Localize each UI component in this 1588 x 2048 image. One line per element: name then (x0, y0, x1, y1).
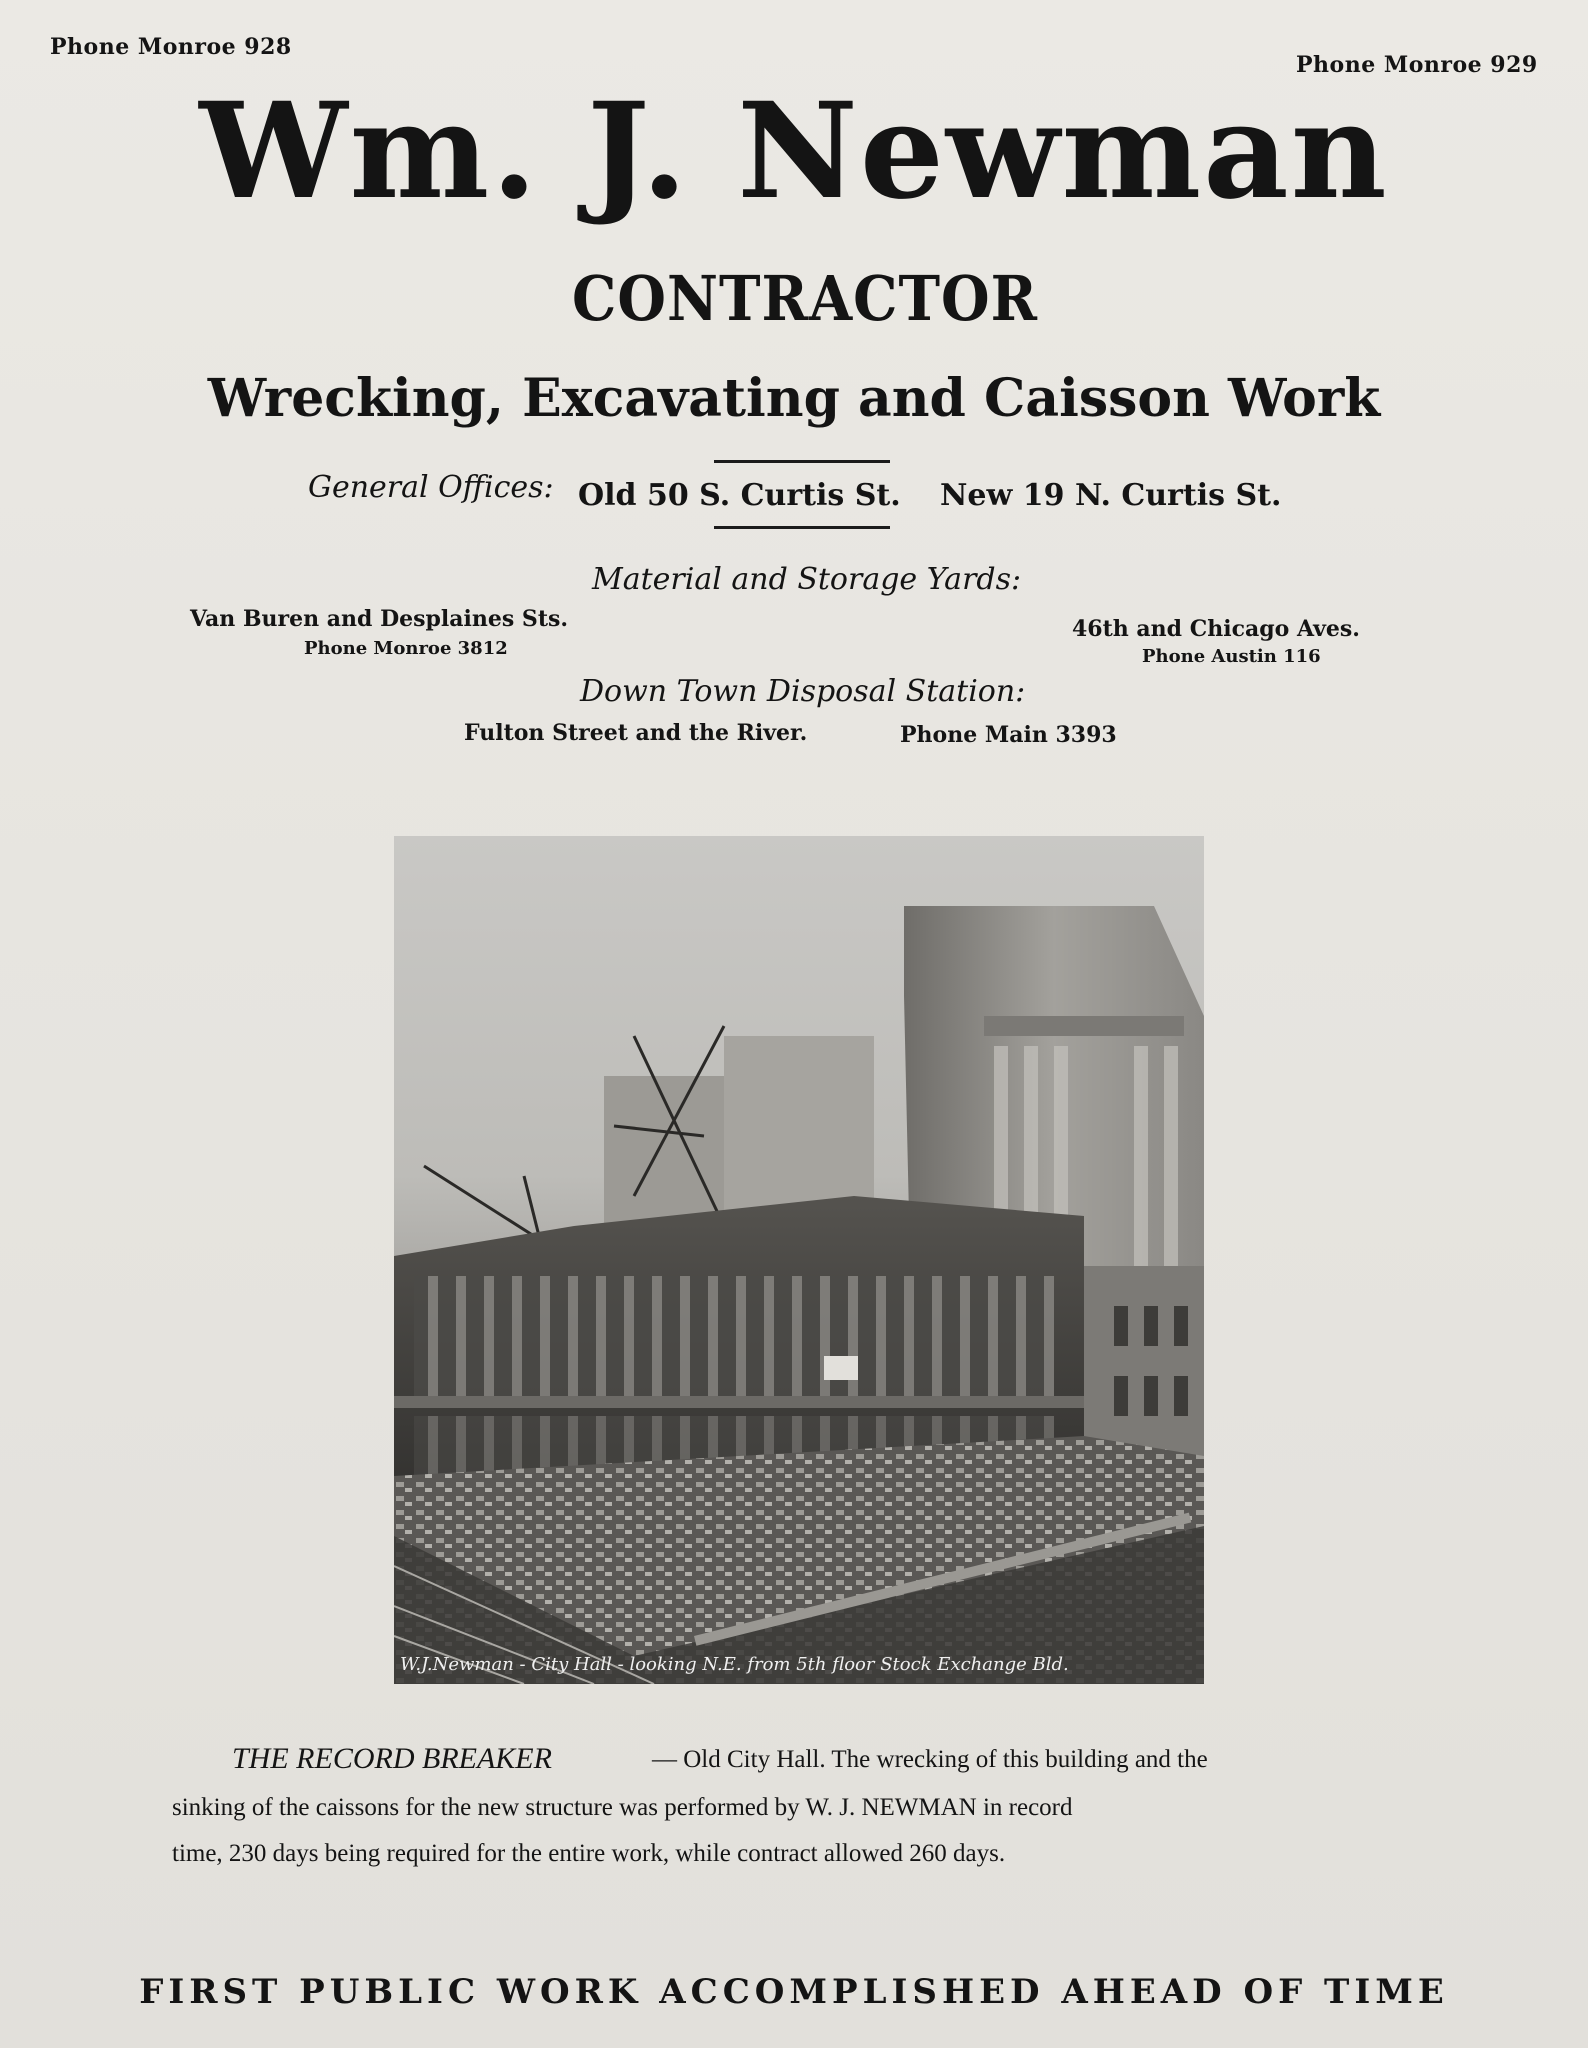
company-name: Wm. J. Newman (199, 74, 1389, 229)
phone-right: Phone Monroe 929 (1296, 52, 1538, 78)
yard-right-address: 46th and Chicago Aves. (1072, 616, 1360, 642)
yards-heading: Material and Storage Yards: (592, 562, 1022, 597)
services-tagline: Wrecking, Excavating and Caisson Work (207, 368, 1381, 429)
caption-line-3: time, 230 days being required for the entire work, while contract allowed 260 days. (172, 1840, 1006, 1867)
city-hall-photo (394, 836, 1204, 1684)
office-new-address: New 19 N. Curtis St. (940, 478, 1282, 513)
phone-left: Phone Monroe 928 (50, 34, 292, 60)
caption-line-2: sinking of the caissons for the new structure was performed by W. J. NEWMAN in record (172, 1794, 1073, 1821)
disposal-heading: Down Town Disposal Station: (580, 674, 1026, 709)
disposal-address: Fulton Street and the River. (464, 720, 808, 746)
contractor-heading: CONTRACTOR (572, 262, 1038, 335)
yard-left-phone: Phone Monroe 3812 (304, 638, 508, 659)
office-old-address: Old 50 S. Curtis St. (578, 478, 901, 513)
caption-line-1: — Old City Hall. The wrecking of this building and the (652, 1746, 1208, 1773)
rule-top (714, 460, 890, 463)
caption-lead: THE RECORD BREAKER (232, 1742, 552, 1775)
disposal-phone: Phone Main 3393 (900, 722, 1117, 748)
footer-slogan: FIRST PUBLIC WORK ACCOMPLISHED AHEAD OF TIME (139, 1972, 1449, 2012)
photo-illustration (394, 836, 1204, 1684)
yard-left-address: Van Buren and Desplaines Sts. (190, 606, 569, 632)
offices-label: General Offices: (308, 470, 554, 505)
photo-inscription: W.J.Newman - City Hall - looking N.E. from 5th floor Stock Exchange Bld. (400, 1654, 1069, 1675)
rule-bottom (714, 526, 890, 529)
yard-right-phone: Phone Austin 116 (1142, 646, 1321, 667)
